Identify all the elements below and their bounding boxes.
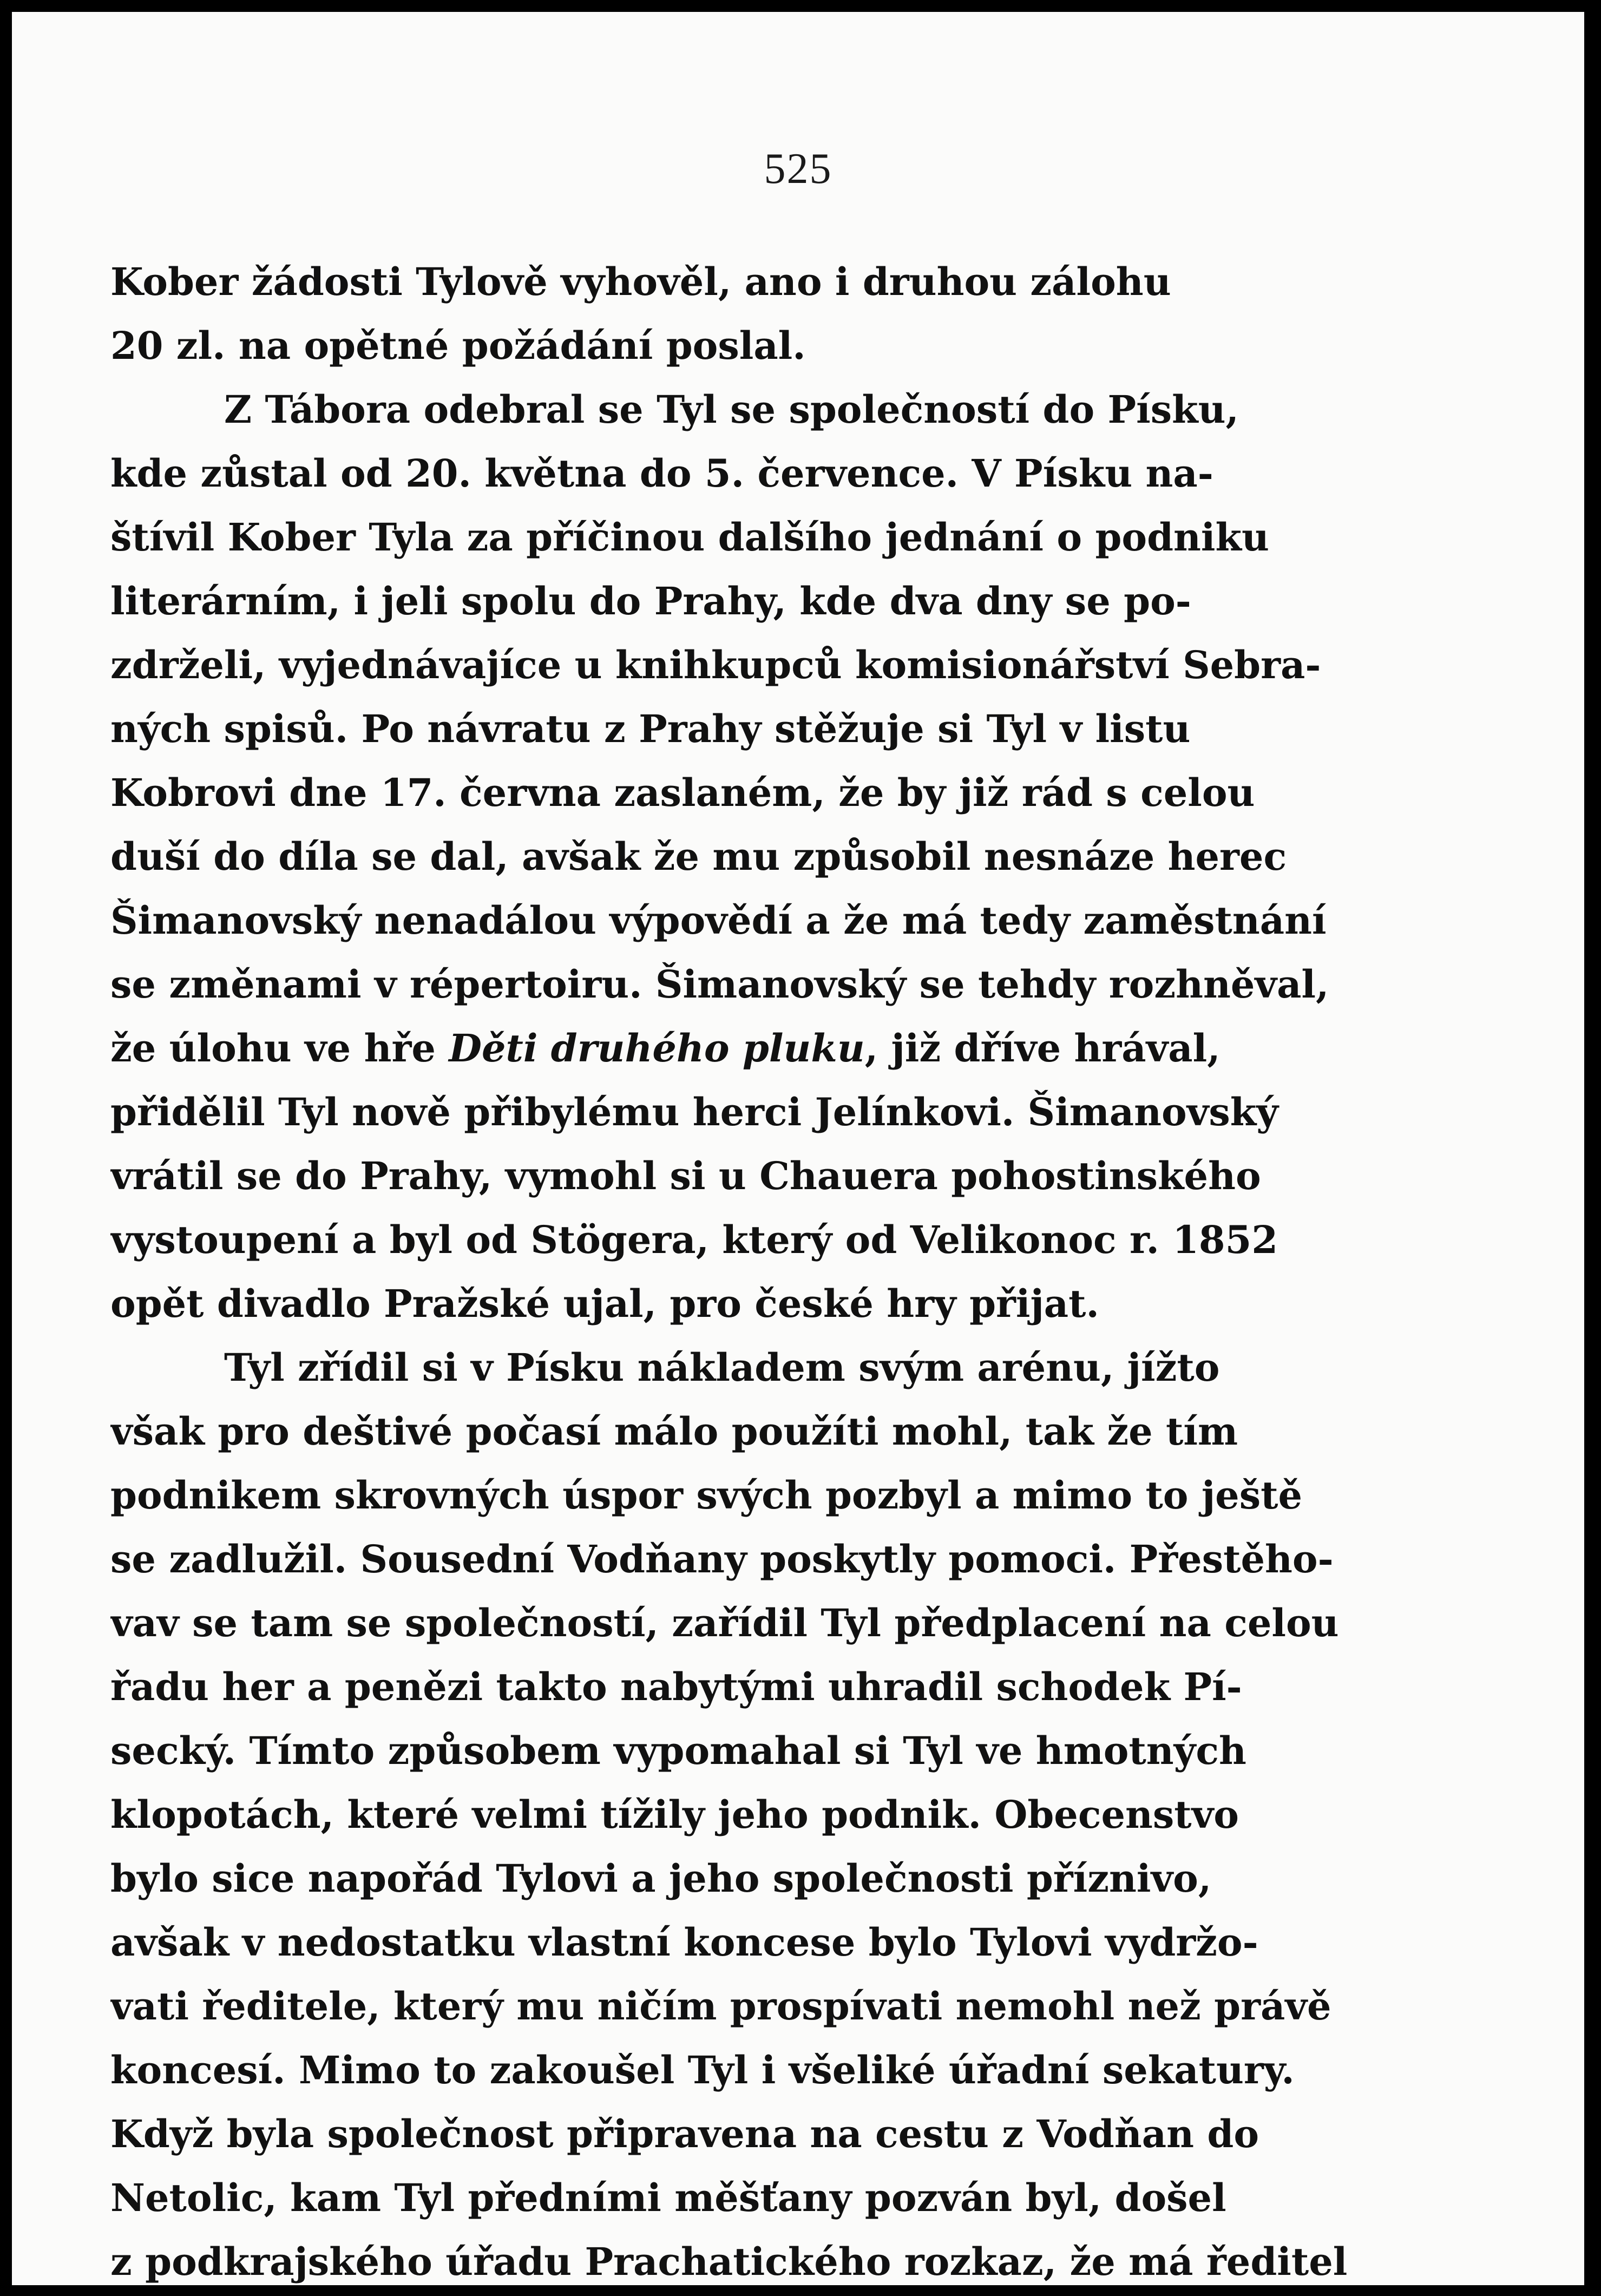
text-line: kde zůstal od 20. května do 5. července. V Písku na- (110, 451, 1213, 496)
text-line: zdrželi, vyjednávajíce u knihkupců komisionářství Sebra- (110, 642, 1321, 687)
text-segment: , již dříve hrával, (864, 1026, 1221, 1071)
text-line: Kobrovi dne 17. června zaslaném, že by již rád s celou (110, 770, 1255, 815)
text-line: vav se tam se společností, zařídil Tyl předplacení na celou (110, 1600, 1339, 1645)
text-line: bylo sice napořád Tylovi a jeho společnosti příznivo, (110, 1856, 1212, 1901)
text-line: klopotách, které velmi tížily jeho podnik. Obecenstvo (110, 1792, 1239, 1837)
text-line: vrátil se do Prahy, vymohl si u Chauera pohostinského (110, 1153, 1261, 1198)
text-line-with-title (110, 1016, 1396, 1080)
text-line: však pro deštivé počasí málo použíti mohl, tak že tím (110, 1409, 1238, 1454)
text-line: Netolic, kam Tyl předními měšťany pozván byl, došel (110, 2175, 1226, 2220)
text-line: vati ředitele, který mu ničím prospívati nemohl než právě (110, 1984, 1331, 2029)
text-line: štívil Kober Tyla za příčinou dalšího jednání o podniku (110, 515, 1269, 560)
text-line: řadu her a penězi takto nabytými uhradil schodek Pí- (110, 1664, 1242, 1709)
book-page (12, 12, 1584, 2285)
text-line: se změnami v répertoiru. Šimanovský se tehdy rozhněval, (110, 962, 1329, 1007)
play-title: Děti druhého pluku (449, 1026, 865, 1071)
text-line: secký. Tímto způsobem vypomahal si Tyl ve hmotných (110, 1728, 1246, 1773)
text-line: se zadlužil. Sousední Vodňany poskytly pomoci. Přestěho- (110, 1537, 1334, 1582)
text-line: 20 zl. na opětné požádání poslal. (110, 323, 806, 368)
text-line: Šimanovský nenadálou výpovědí a že má tedy zaměstnání (110, 898, 1327, 943)
text-line-paragraph-start: Tyl zřídil si v Písku nákladem svým arénu, jížto (224, 1345, 1220, 1390)
text-line: literárním, i jeli spolu do Prahy, kde dva dny se po- (110, 579, 1191, 624)
text-line: Kober žádosti Tylově vyhověl, ano i druhou zálohu (110, 259, 1171, 304)
text-line: koncesí. Mimo to zakoušel Tyl i všeliké úřadní sekatury. (110, 2048, 1295, 2092)
text-line-paragraph-start: Z Tábora odebral se Tyl se společností do Písku, (224, 387, 1239, 432)
text-line: opět divadlo Pražské ujal, pro české hry přijat. (110, 1281, 1099, 1326)
text-line: avšak v nedostatku vlastní koncese bylo Tylovi vydržo- (110, 1920, 1258, 1965)
text-line: Když byla společnost připravena na cestu z Vodňan do (110, 2111, 1259, 2156)
text-line: duší do díla se dal, avšak že mu způsobil nesnáze herec (110, 834, 1287, 879)
text-line: z podkrajského úřadu Prachatického rozkaz, že má ředitel (110, 2239, 1348, 2284)
text-line: ných spisů. Po návratu z Prahy stěžuje si Tyl v listu (110, 706, 1191, 751)
text-line: podnikem skrovných úspor svých pozbyl a mimo to ještě (110, 1473, 1302, 1518)
body-text (110, 250, 1396, 2285)
text-line: přidělil Tyl nově přibylému herci Jelínkovi. Šimanovský (110, 1090, 1278, 1134)
text-line: vystoupení a byl od Stögera, který od Velikonoc r. 1852 (110, 1217, 1278, 1262)
page-number: 525 (764, 145, 832, 193)
text-segment: že úlohu ve hře (110, 1026, 449, 1071)
